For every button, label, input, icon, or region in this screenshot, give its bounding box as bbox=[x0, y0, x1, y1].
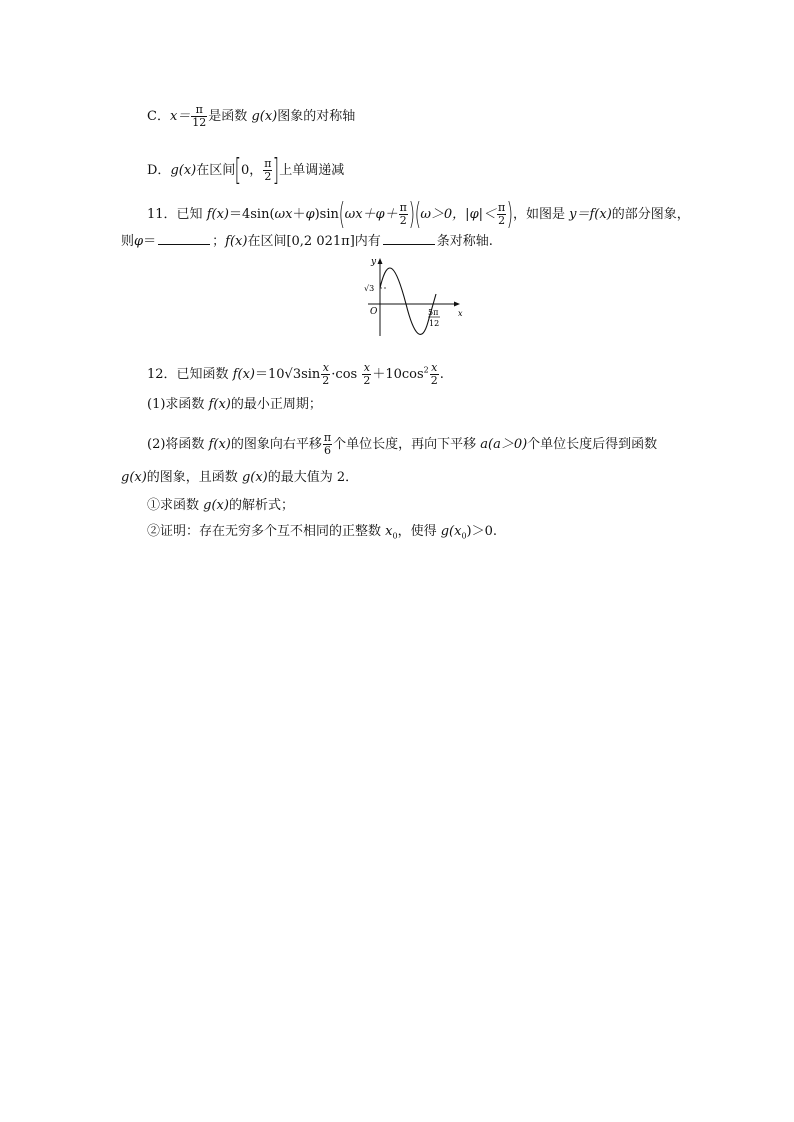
y-tick-sqrt3: √3 bbox=[364, 284, 375, 293]
question-12-part2: (2)将函数 f(x)的图象向右平移 $\frac{\pi}{6}$ 个单位长度，再向下平移 a(a＞0)个单位长度后得到函数 bbox=[147, 431, 658, 457]
sine-curve bbox=[380, 268, 439, 334]
question-12-part2-cont: g(x)的图象，且函数 g(x)的最大值为 2． bbox=[121, 470, 359, 485]
question-11-line1: 11．已知 f(x)＝4sin(ωx＋φ)sin(ωx＋φ＋ $\frac{\pi}{2}$ )(ω＞0，|φ|＜ $\frac{\pi}{2}$ )，如图是 y＝f(x)的部分图象， bbox=[147, 196, 690, 232]
answer-blank-phi[interactable] bbox=[158, 233, 210, 245]
answer-blank-axes[interactable] bbox=[383, 233, 435, 245]
x-axis-label: x bbox=[458, 309, 463, 318]
y-axis-arrow bbox=[378, 258, 383, 264]
option-d: D．g(x)在区间[0， $\frac{\pi}{2}$ ]上单调递减 bbox=[147, 152, 345, 188]
x-axis-arrow bbox=[454, 302, 460, 307]
question-12-sub2: ②证明：存在无穷多个互不相同的正整数 $x_0$，使得 $g(x_0)>0$. bbox=[147, 524, 498, 541]
x-tick-numerator: 5π bbox=[428, 308, 439, 317]
y-axis-label: y bbox=[371, 257, 377, 267]
question-11-line2: 则φ＝ ；f(x)在区间[0,2 021π]内有 条对称轴. bbox=[121, 234, 493, 249]
option-d-fraction: $\frac{\pi}{2}$ bbox=[264, 157, 272, 183]
question-12-sub1: ①求函数 g(x)的解析式； bbox=[147, 498, 294, 513]
sine-graph-figure bbox=[362, 256, 464, 338]
question-12-line1: 12．已知函数 f(x)＝10√3sin $\frac{x}{2}$ ·cos $\frac{x}{2}$ $+10\cos^2$ $\frac{x}{2}$ . bbox=[147, 361, 444, 387]
question-12-part1: (1)求函数 f(x)的最小正周期； bbox=[147, 397, 322, 412]
option-c: C．x＝ $\frac{\pi}{12}$ 是函数 g(x)图象的对称轴 bbox=[147, 103, 356, 129]
x-tick-denominator: 12 bbox=[429, 319, 440, 328]
option-d-label: D． bbox=[147, 163, 171, 178]
option-c-label: C． bbox=[147, 109, 170, 124]
origin-label: O bbox=[370, 307, 378, 317]
option-c-x: x＝ bbox=[169, 109, 191, 124]
option-c-fraction: $\frac{\pi}{12}$ bbox=[192, 103, 207, 129]
